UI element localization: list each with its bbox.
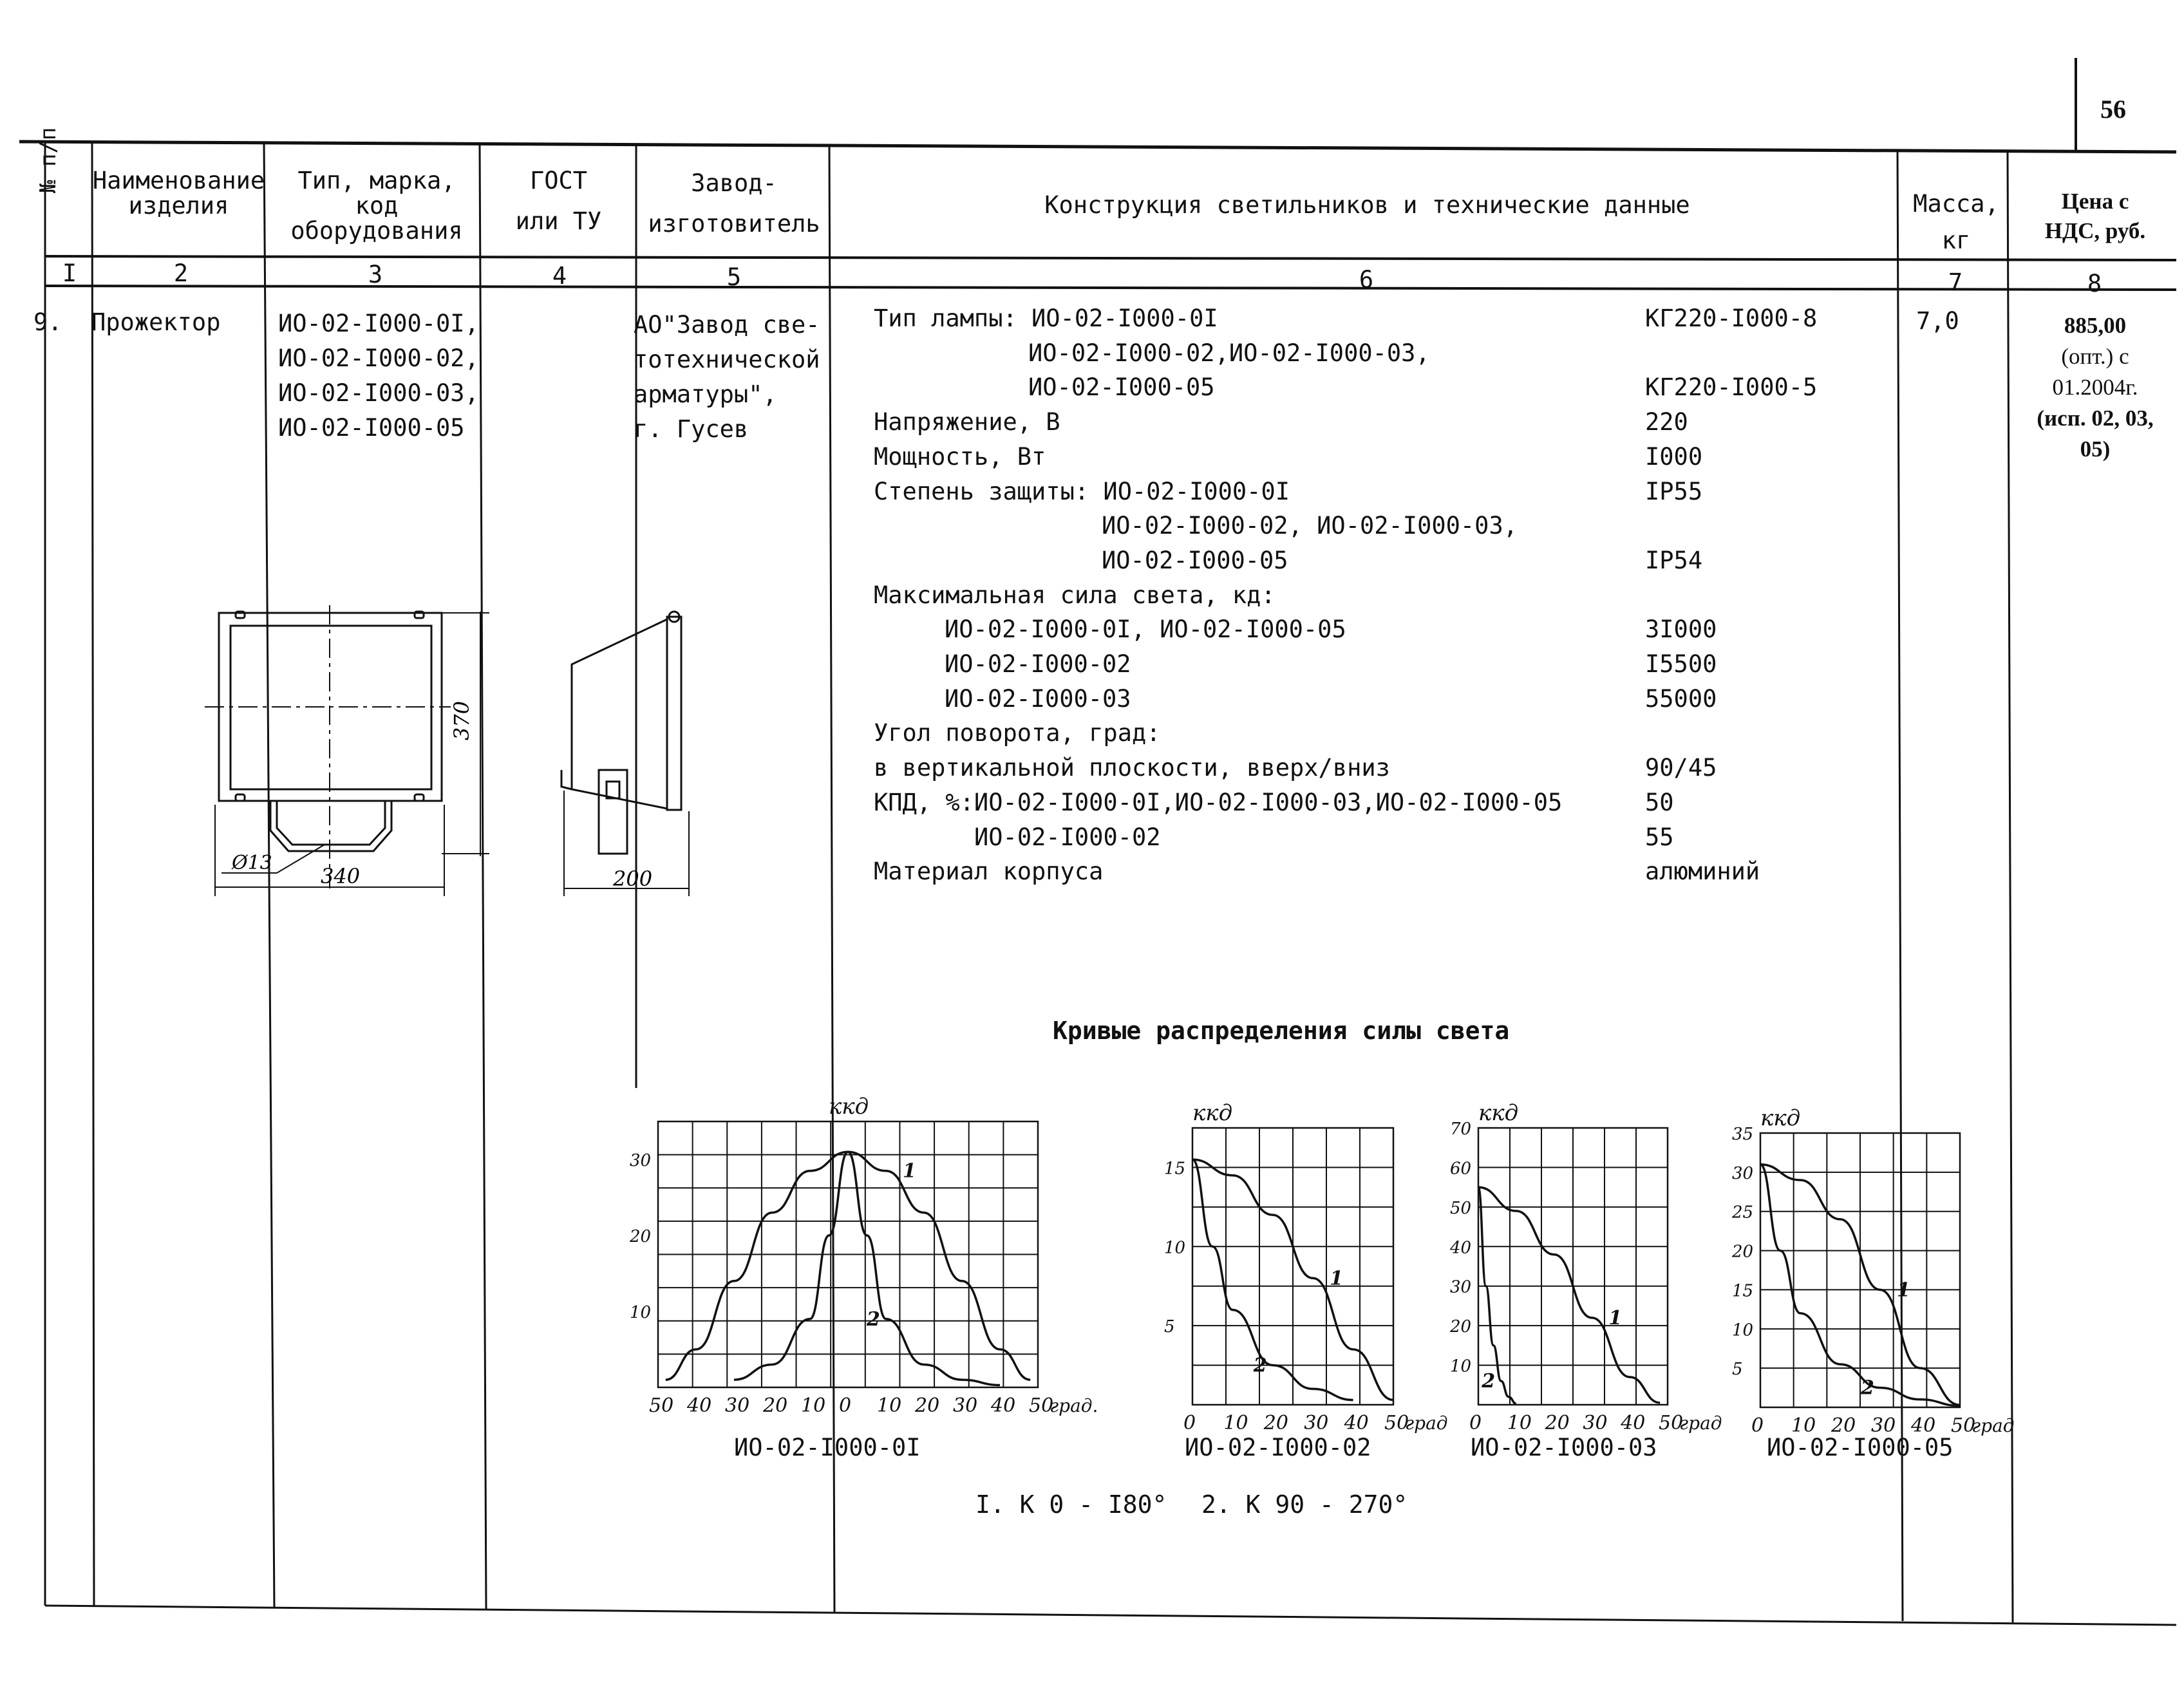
chart-x-tick-label: 40	[1621, 1412, 1646, 1434]
chart-x-tick-label: 20	[1263, 1412, 1288, 1434]
spec-value: 90/45	[1645, 754, 1717, 782]
chart-y-tick-label: 20	[1732, 1242, 1754, 1262]
chart-caption-01: ИО-02-I000-0I	[734, 1434, 921, 1461]
chart-y-tick-label: 5	[1164, 1317, 1175, 1337]
spec-value: 220	[1645, 408, 1688, 436]
spec-label: Материал корпуса	[874, 858, 1104, 886]
chart-x-tick-label: 20	[1831, 1414, 1856, 1437]
chart-x-tick-label: 50	[649, 1394, 674, 1417]
chart-x-tick-label: 0	[1469, 1412, 1482, 1434]
spec-label: ИО-02-I000-02	[974, 823, 1161, 851]
chart-y-tick-label: 15	[1732, 1281, 1754, 1301]
page-number: 56	[2100, 95, 2126, 124]
colnum-3: 3	[368, 261, 383, 288]
chart-x-tick-label: 0	[1751, 1414, 1764, 1437]
chart-y-tick-label: 60	[1450, 1159, 1472, 1179]
chart-x-label: град.	[1050, 1395, 1098, 1416]
chart-x-tick-label: 10	[1791, 1414, 1816, 1437]
manufacturer: АО"Завод све- тотехнической арматуры", г. Гусев	[634, 311, 820, 443]
chart-x-tick-label: 30	[1583, 1412, 1608, 1434]
spec-label: ИО-02-I000-03	[945, 684, 1131, 713]
curves-title: Кривые распределения силы света	[1053, 1017, 1510, 1045]
spec-label: ИО-02-I000-02,ИО-02-I000-03,	[1028, 339, 1430, 367]
chart-y-tick-label: 5	[1732, 1360, 1743, 1380]
curve-label-2: 2	[867, 1308, 880, 1331]
curve-label-1: 1	[1897, 1279, 1910, 1302]
curve-label-2: 2	[1253, 1354, 1267, 1377]
chart-x-tick-label: 20	[915, 1394, 940, 1417]
chart-x-tick-label: 50	[1659, 1412, 1684, 1434]
chart-y-tick-label: 30	[1732, 1163, 1754, 1183]
spec-label: ИО-02-I000-02, ИО-02-I000-03,	[1102, 512, 1518, 540]
spec-value: КГ220-I000-5	[1645, 373, 1818, 402]
spec-label: ИО-02-I000-05	[1028, 373, 1215, 402]
chart-y-tick-label: 30	[1450, 1277, 1472, 1297]
curve-label-1: 1	[903, 1159, 916, 1183]
spec-label: Тип лампы: ИО-02-I000-0I	[874, 305, 1218, 332]
curve-series-2	[734, 1152, 1000, 1385]
chart-y-tick-label: 35	[1732, 1125, 1754, 1144]
header-col-manufacturer: Завод- изготовитель	[648, 169, 820, 238]
chart-y-tick-label: 30	[630, 1151, 652, 1170]
chart-x-label: град	[1405, 1412, 1448, 1434]
header-col-gost: ГОСТ или ТУ	[515, 167, 602, 235]
curve-series-1	[666, 1152, 1030, 1380]
dim-200: 200	[613, 867, 653, 891]
chart-caption-02: ИО-02-I000-02	[1185, 1434, 1371, 1461]
spec-label: Напряжение, В	[874, 408, 1060, 436]
spec-label: Степень защиты: ИО-02-I000-0I	[874, 477, 1290, 505]
chart-x-tick-label: 0	[1183, 1412, 1196, 1434]
chart-x-tick-label: 30	[1871, 1414, 1896, 1437]
chart-x-tick-label: 50	[1029, 1394, 1054, 1417]
chart-x-tick-label: 40	[1344, 1412, 1369, 1434]
chart-x-tick-label: 50	[1951, 1414, 1976, 1437]
chart-x-tick-label: 30	[725, 1394, 750, 1417]
curve-label-2: 2	[1861, 1376, 1874, 1400]
chart-x-tick-label: 20	[1545, 1412, 1570, 1434]
dim-d13: Ø13	[232, 852, 272, 874]
chart-y-label: ккд	[1192, 1100, 1233, 1126]
spec-value: I000	[1645, 442, 1703, 471]
chart-y-label: ккд	[829, 1094, 869, 1120]
spec-label: КПД, %:ИО-02-I000-0I,ИО-02-I000-03,ИО-02-I000-05	[874, 788, 1563, 816]
spec-value: 55000	[1645, 684, 1717, 713]
chart-y-tick-label: 25	[1732, 1203, 1754, 1223]
chart-y-tick-label: 10	[1732, 1320, 1754, 1340]
legend-item-2: 2. К 90 - 270°	[1201, 1490, 1408, 1519]
colnum-5: 5	[726, 263, 742, 291]
colnum-4: 4	[552, 262, 567, 290]
spec-value: КГ220-I000-8	[1645, 305, 1818, 332]
chart-x-tick-label: 40	[991, 1394, 1016, 1417]
row-number: 9.	[33, 308, 62, 336]
chart-y-tick-label: 20	[630, 1227, 652, 1246]
header-col-type: Тип, марка, код оборудования	[290, 167, 463, 245]
spec-value: IP54	[1645, 546, 1703, 574]
chart-caption-05: ИО-02-I000-05	[1767, 1434, 1953, 1461]
chart-x-tick-label: 10	[877, 1394, 902, 1417]
spec-value: IP55	[1645, 477, 1703, 505]
chart-y-tick-label: 15	[1164, 1159, 1186, 1179]
chart-x-tick-label: 40	[687, 1394, 712, 1417]
chart-y-label: ккд	[1478, 1100, 1519, 1126]
dim-340: 340	[321, 864, 361, 888]
spec-label: ИО-02-I000-05	[1102, 546, 1288, 574]
curve-label-1: 1	[1330, 1267, 1344, 1290]
header-col-number: № п/п	[35, 127, 61, 193]
chart-y-tick-label: 40	[1450, 1238, 1472, 1258]
product-name: Прожектор	[91, 308, 221, 336]
spec-value: алюминий	[1645, 858, 1760, 886]
spec-label: ИО-02-I000-0I, ИО-02-I000-05	[945, 615, 1346, 644]
chart-y-tick-label: 70	[1450, 1120, 1472, 1139]
colnum-1: I	[62, 259, 77, 287]
dim-370: 370	[449, 700, 474, 740]
chart-x-label: град	[1972, 1415, 2015, 1436]
price-block: 885,00 (опт.) с 01.2004г. (исп. 02, 03, 05)	[2037, 313, 2154, 462]
header-col-construction: Конструкция светильников и технические данные	[1044, 191, 1690, 219]
spec-label: ИО-02-I000-02	[945, 650, 1131, 678]
chart-x-label: град	[1679, 1412, 1722, 1434]
product-types: ИО-02-I000-0I, ИО-02-I000-02, ИО-02-I000-03, ИО-02-I000-05	[278, 310, 479, 442]
colnum-2: 2	[173, 259, 189, 287]
chart-x-tick-label: 30	[953, 1394, 978, 1417]
chart-x-tick-label: 40	[1911, 1414, 1936, 1437]
chart-x-tick-label: 10	[801, 1394, 826, 1417]
chart-x-tick-label: 10	[1507, 1412, 1532, 1434]
chart-y-tick-label: 10	[630, 1303, 652, 1322]
spec-value: 55	[1645, 823, 1674, 851]
colnum-8: 8	[2087, 270, 2102, 297]
mass-value: 7,0	[1916, 307, 1959, 335]
curve-series-1	[1478, 1187, 1660, 1403]
curve-label-1: 1	[1608, 1306, 1623, 1329]
colnum-7: 7	[1948, 268, 1963, 296]
chart-y-tick-label: 10	[1450, 1356, 1472, 1376]
spec-label: Угол поворота, град:	[874, 719, 1161, 747]
spec-value: I5500	[1645, 650, 1717, 678]
chart-y-tick-label: 10	[1164, 1238, 1186, 1258]
chart-y-label: ккд	[1760, 1105, 1801, 1131]
chart-x-tick-label: 50	[1384, 1412, 1409, 1434]
chart-x-tick-label: 20	[763, 1394, 788, 1417]
spec-value: 3I000	[1645, 615, 1717, 644]
chart-x-tick-label: 30	[1304, 1412, 1329, 1434]
chart-y-tick-label: 50	[1450, 1198, 1472, 1218]
chart-x-tick-label: 0	[839, 1394, 852, 1417]
spec-value: 50	[1645, 788, 1674, 816]
header-col-name: Наименование изделия	[92, 167, 265, 220]
header-col-mass: Масса, кг	[1913, 190, 1999, 254]
spec-label: в вертикальной плоскости, вверх/вниз	[874, 754, 1390, 782]
legend-item-1: I. К 0 - I80°	[975, 1490, 1167, 1519]
spec-label: Максимальная сила света, кд:	[874, 581, 1276, 609]
curve-series-2	[1192, 1159, 1353, 1400]
chart-caption-03: ИО-02-I000-03	[1471, 1434, 1657, 1461]
curve-label-2: 2	[1482, 1370, 1496, 1393]
chart-x-tick-label: 10	[1223, 1412, 1248, 1434]
colnum-6: 6	[1359, 266, 1374, 294]
spec-label: Мощность, Вт	[874, 442, 1046, 471]
header-col-price: Цена с НДС, руб.	[2044, 189, 2146, 243]
chart-y-tick-label: 20	[1450, 1317, 1472, 1337]
